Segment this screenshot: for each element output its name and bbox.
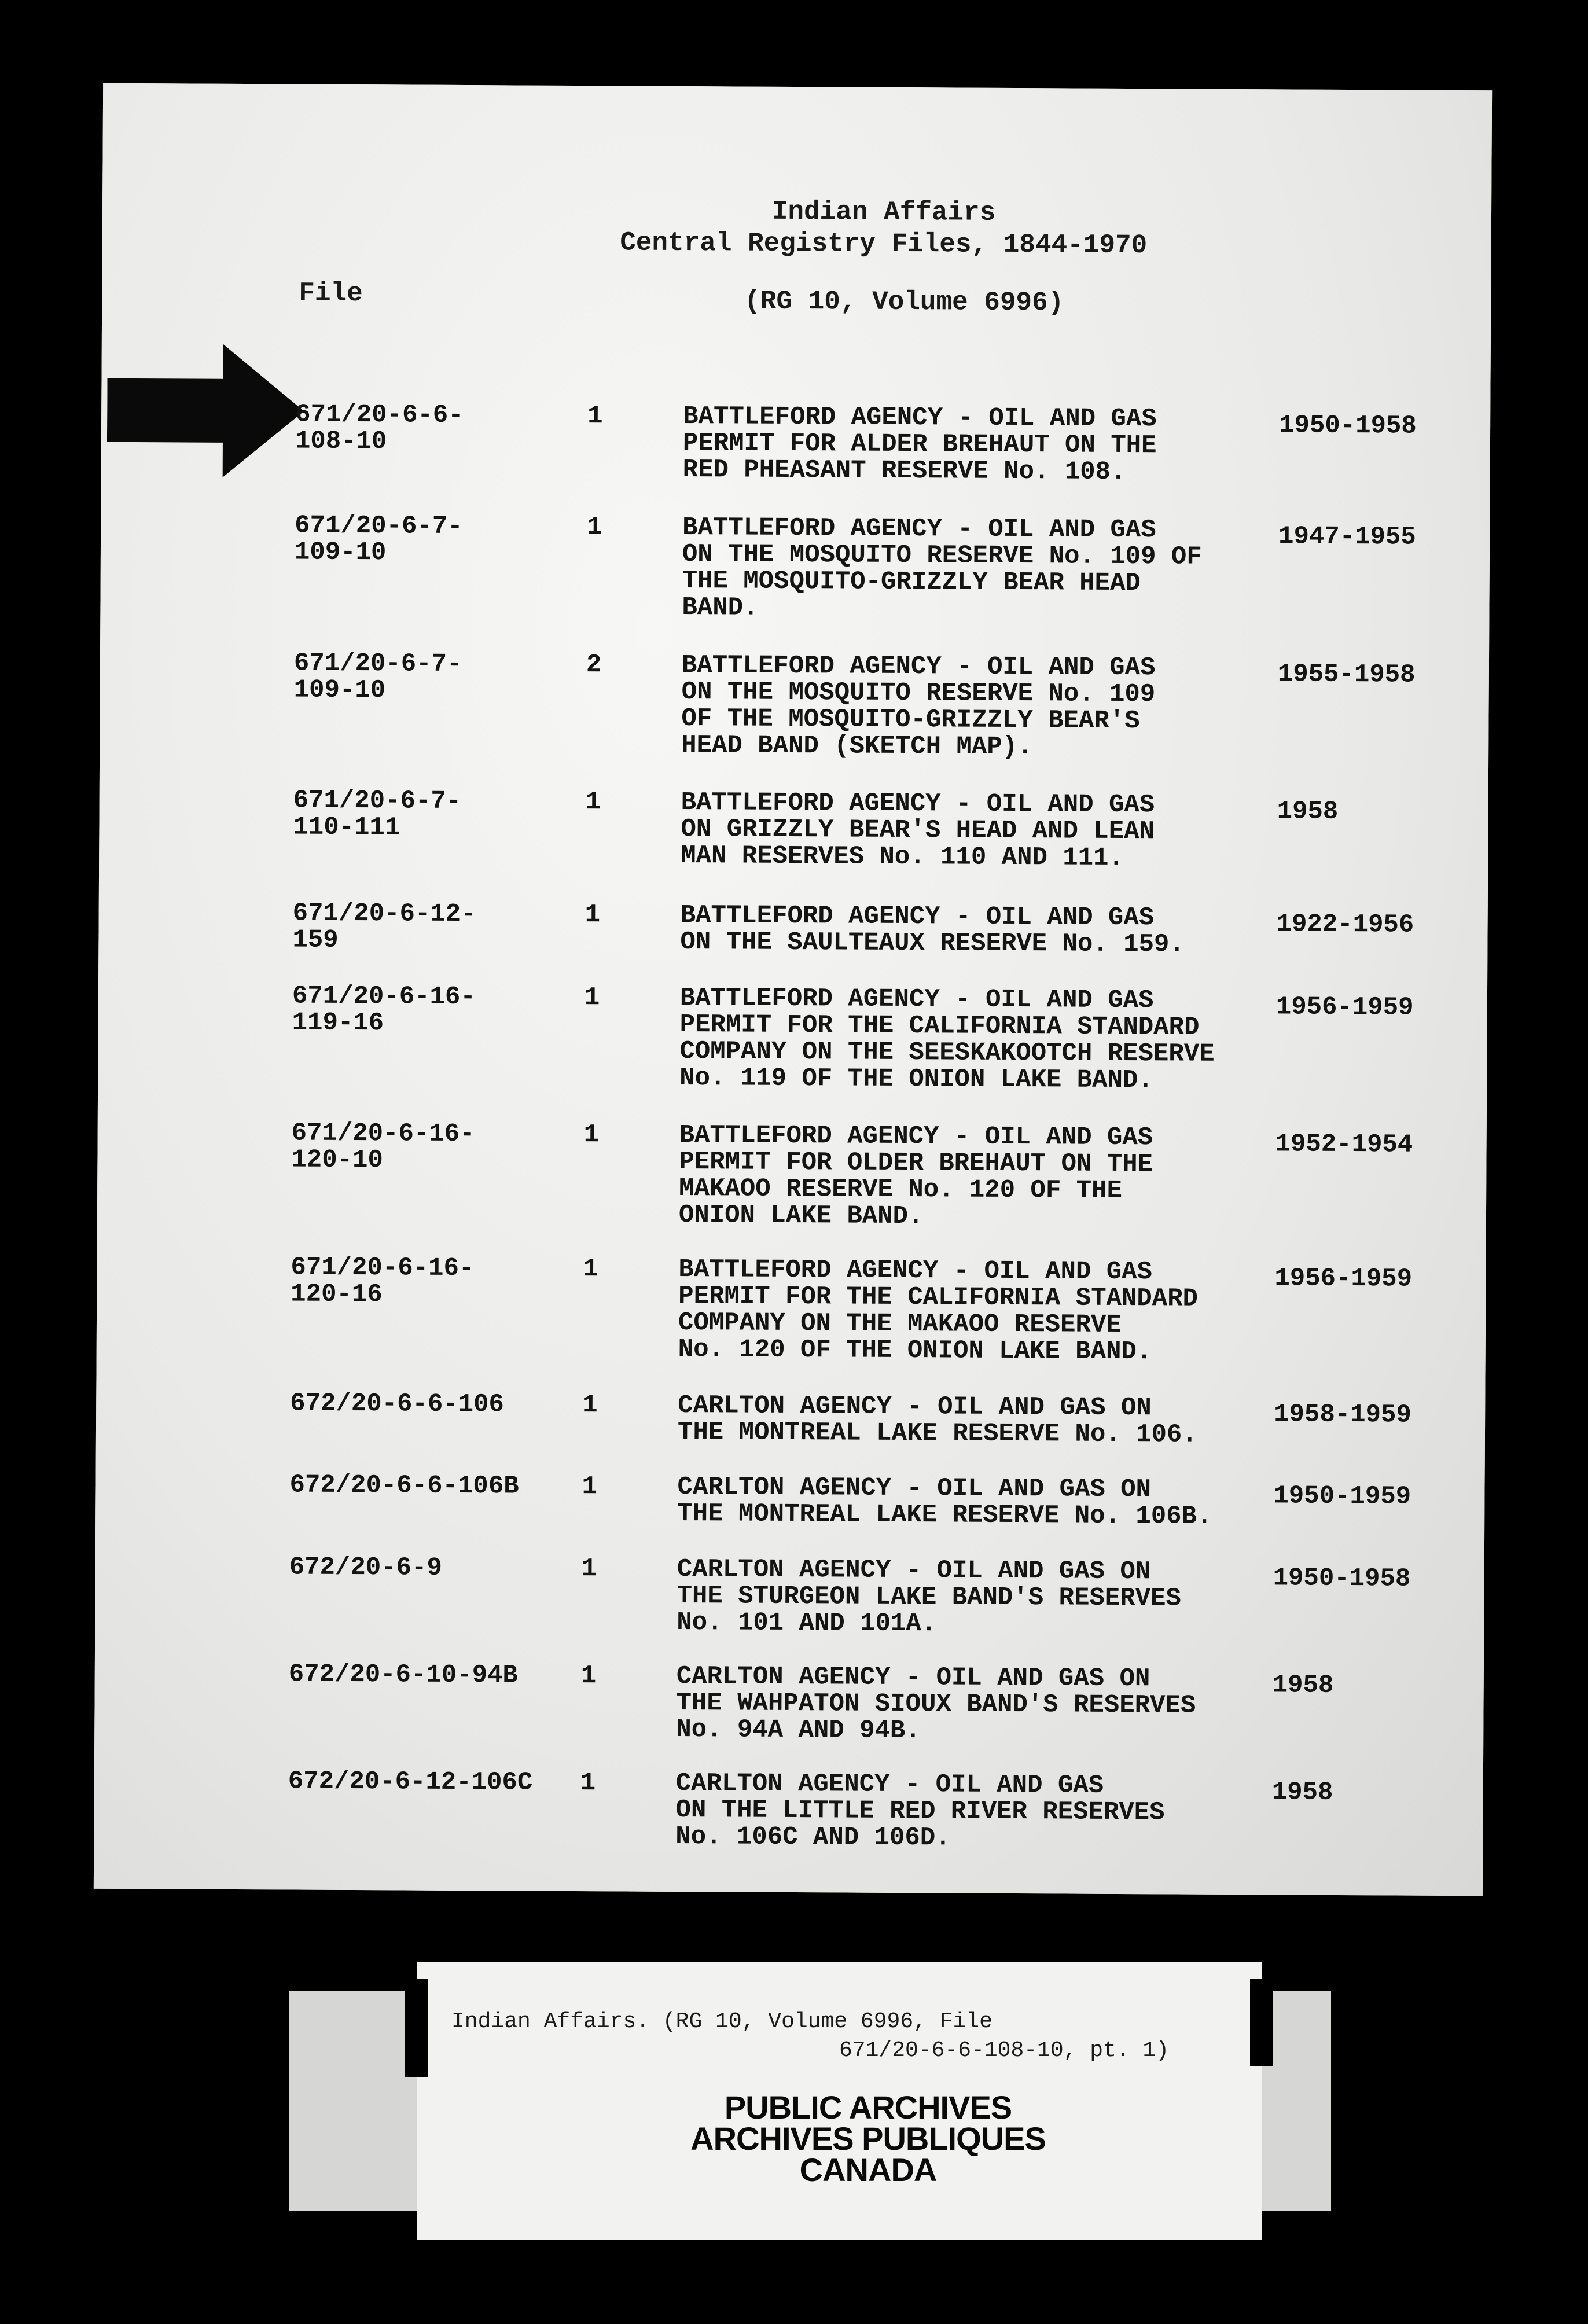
part-number: 1 [582, 1472, 598, 1502]
file-title: BATTLEFORD AGENCY - OIL AND GAS PERMIT FOR THE CALIFORNIA STANDARD COMPANY ON THE MAKAOO RESERVE No. 120 OF THE ONION LAKE BAND. [678, 1255, 1199, 1367]
stamp-line-3: CANADA [799, 2152, 937, 2188]
date-range: 1950-1959 [1273, 1481, 1411, 1512]
volume-reference: (RG 10, Volume 6996) [744, 286, 1064, 318]
list-item [289, 1470, 1447, 1531]
list-item [288, 1660, 1446, 1746]
date-range: 1922-1956 [1276, 910, 1414, 940]
file-number: 671/20-6-7- 109-10 [294, 511, 463, 568]
part-number: 1 [587, 402, 603, 431]
part-number: 1 [587, 513, 602, 542]
file-title: BATTLEFORD AGENCY - OIL AND GAS ON THE MOSQUITO RESERVE No. 109 OF THE MOSQUITO-GRIZZLY BEAR HEAD BAND. [682, 513, 1202, 623]
date-range: 1950-1958 [1278, 411, 1417, 441]
file-number: 671/20-6-7- 109-10 [293, 649, 462, 705]
part-number: 1 [583, 1120, 600, 1150]
file-title: BATTLEFORD AGENCY - OIL AND GAS ON GRIZZLY BEAR'S HEAD AND LEAN MAN RESERVES No. 110 AND 111. [681, 788, 1155, 873]
file-list [94, 83, 1492, 1896]
file-title: BATTLEFORD AGENCY - OIL AND GAS PERMIT FOR ALDER BREHAUT ON THE RED PHEASANT RESERVE No. 108. [682, 402, 1157, 487]
date-range: 1956-1959 [1274, 1264, 1413, 1294]
file-title: CARLTON AGENCY - OIL AND GAS ON THE LITTLE RED RIVER RESERVES No. 106C AND 106D. [675, 1768, 1165, 1853]
file-title: CARLTON AGENCY - OIL AND GAS ON THE STURGEON LAKE BAND'S RESERVES No. 101 AND 101A. [677, 1554, 1181, 1639]
file-number: 671/20-6-16- 119-16 [292, 981, 476, 1038]
part-number: 1 [580, 1768, 596, 1798]
file-number: 671/20-6-16- 120-10 [291, 1119, 475, 1175]
part-number: 1 [581, 1554, 597, 1584]
file-column-label: File [299, 278, 363, 309]
file-number: 671/20-6-6- 108-10 [295, 400, 464, 457]
date-range: 1958 [1277, 797, 1339, 826]
file-title: CARLTON AGENCY - OIL AND GAS ON THE MONTREAL LAKE RESERVE No. 106B. [677, 1472, 1212, 1531]
page-title: Indian Affairs [771, 196, 996, 228]
file-title: CARLTON AGENCY - OIL AND GAS ON THE MONTREAL LAKE RESERVE No. 106. [677, 1391, 1197, 1450]
list-item [291, 1253, 1449, 1367]
list-item [293, 649, 1451, 762]
file-number: 671/20-6-16- 120-16 [291, 1253, 475, 1310]
file-title: BATTLEFORD AGENCY - OIL AND GAS PERMIT FOR OLDER BREHAUT ON THE MAKAOO RESERVE No. 120 OF THE ONION LAKE BAND. [678, 1120, 1153, 1231]
page-subtitle: Central Registry Files, 1844-1970 [620, 227, 1148, 261]
list-item [294, 511, 1452, 623]
file-number: 671/20-6-12- 159 [292, 899, 476, 955]
date-range: 1947-1955 [1278, 522, 1416, 552]
date-range: 1958-1959 [1274, 1400, 1411, 1430]
list-item [293, 786, 1451, 873]
file-number: 672/20-6-6-106 [290, 1389, 505, 1420]
list-item [292, 899, 1450, 959]
date-range: 1958 [1271, 1778, 1333, 1807]
date-range: 1952-1954 [1275, 1130, 1413, 1160]
file-title: BATTLEFORD AGENCY - OIL AND GAS ON THE MOSQUITO RESERVE No. 109 OF THE MOSQUITO-GRIZZLY BEAR'S HEAD BAND (SKETCH MAP). [681, 650, 1156, 762]
part-number: 1 [585, 788, 601, 817]
document-sheet [94, 83, 1492, 1896]
part-number: 2 [586, 650, 602, 680]
part-number: 1 [584, 983, 600, 1013]
part-number: 1 [580, 1661, 597, 1691]
date-range: 1955-1958 [1277, 660, 1416, 690]
label-notch-right [1250, 1979, 1273, 2066]
citation-line-2: 671/20-6-6-108-10, pt. 1) [839, 2038, 1170, 2063]
file-number: 672/20-6-9 [289, 1553, 442, 1583]
part-number: 1 [585, 900, 601, 930]
date-range: 1958 [1272, 1671, 1334, 1700]
list-item [289, 1553, 1447, 1639]
file-number: 672/20-6-10-94B [288, 1660, 518, 1690]
archives-stamp [613, 2089, 1123, 2188]
file-title: CARLTON AGENCY - OIL AND GAS ON THE WAHPATON SIOUX BAND'S RESERVES No. 94A AND 94B. [676, 1661, 1196, 1746]
file-number: 672/20-6-6-106B [289, 1470, 519, 1501]
list-item [292, 981, 1450, 1095]
citation-line-1: Indian Affairs. (RG 10, Volume 6996, File [451, 2009, 992, 2034]
list-item [291, 1119, 1449, 1231]
stamp-line-2: ARCHIVES PUBLIQUES [690, 2120, 1046, 2157]
part-number: 1 [582, 1391, 598, 1420]
stamp-line-1: PUBLIC ARCHIVES [724, 2089, 1012, 2126]
date-range: 1956-1959 [1275, 992, 1414, 1023]
list-item [290, 1389, 1447, 1450]
part-number: 1 [583, 1255, 599, 1284]
file-number: 672/20-6-12-106C [288, 1767, 533, 1797]
file-title: BATTLEFORD AGENCY - OIL AND GAS ON THE SAULTEAUX RESERVE No. 159. [680, 900, 1185, 959]
file-title: BATTLEFORD AGENCY - OIL AND GAS PERMIT FOR THE CALIFORNIA STANDARD COMPANY ON THE SEESKAKOOTCH RESERVE No. 119 OF THE ONION LAKE BAND. [679, 983, 1215, 1095]
list-item [295, 400, 1453, 487]
file-number: 671/20-6-7- 110-111 [293, 786, 462, 843]
list-item [288, 1767, 1446, 1853]
date-range: 1950-1958 [1273, 1564, 1411, 1594]
label-notch-left [405, 1979, 428, 2077]
